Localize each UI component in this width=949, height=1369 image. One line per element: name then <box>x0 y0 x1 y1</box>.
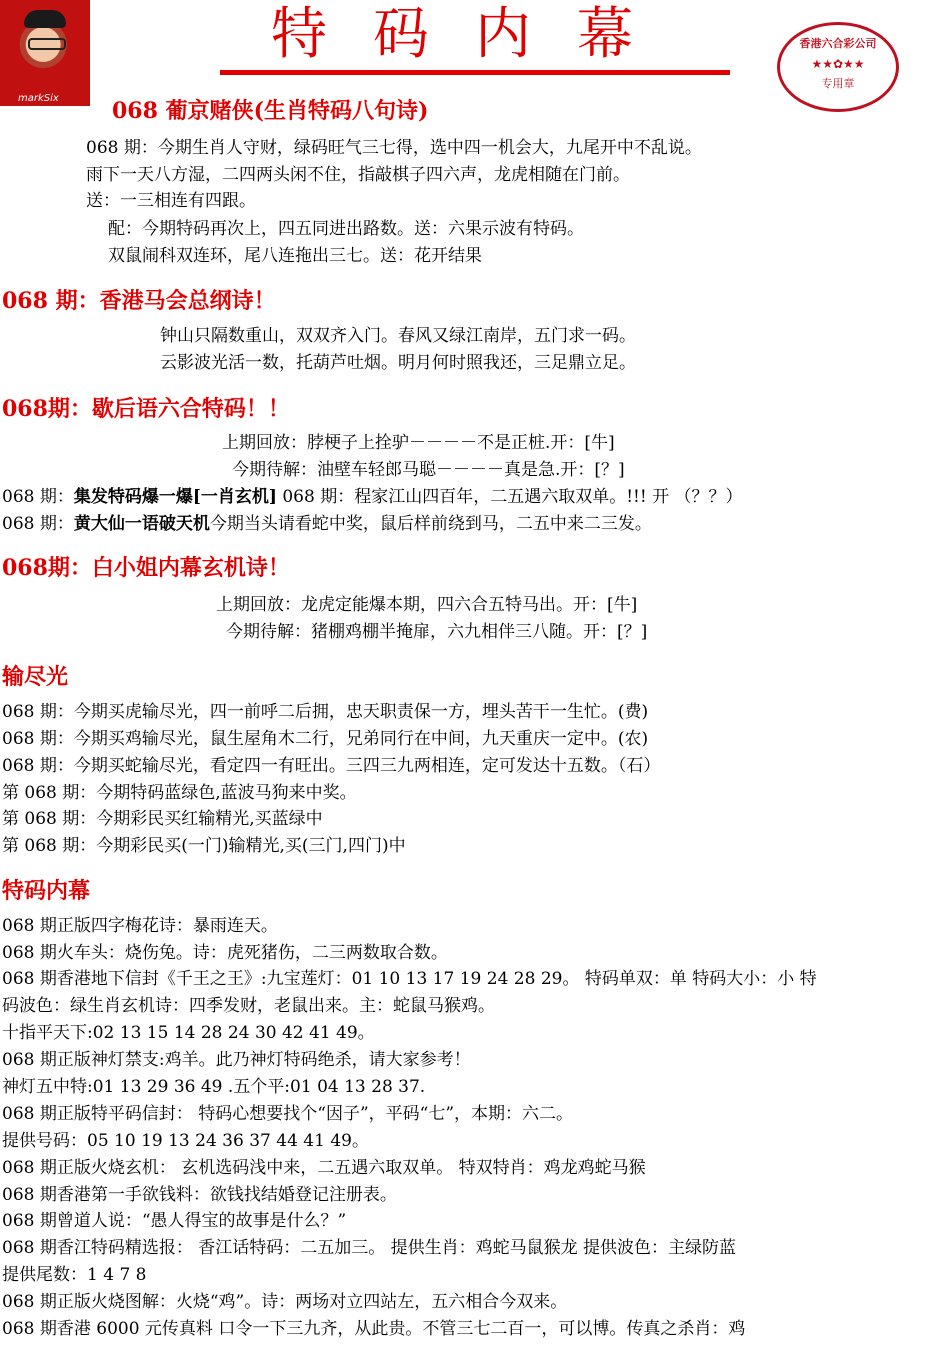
text-line <box>2 486 743 508</box>
section-heading-pujing: 068 葡京赌侠(生肖特码八句诗) <box>112 98 429 124</box>
text-line: 钟山只隔数重山，双双齐入门。春风又绿江南岸，五门求一码。 <box>160 326 636 346</box>
text-line: 068 期香港 6000 元传真料 口令一下三九齐，从此贵。不管三七二百一，可以博。传真之杀肖：鸡 <box>2 1319 746 1339</box>
portrait-glasses <box>28 38 66 50</box>
seal-top-text: 香港六合彩公司 <box>799 37 877 50</box>
portrait-hair <box>24 10 66 28</box>
text-line: 068 期：今期买鸡输尽光，鼠生屋角木二行，兄弟同行在中间，九天重庆一定中。(农) <box>2 729 649 749</box>
seal-stars: ★★✿★★ <box>811 57 865 71</box>
title-underline <box>220 70 730 75</box>
text-line: 送：一三相连有四跟。 <box>86 191 256 211</box>
text-prefix: 068 期： <box>2 514 74 534</box>
text-bold: 集发特码爆一爆[一肖玄机] <box>73 487 277 507</box>
text-line: 068 期正版特平码信封： 特码心想要找个“因子”，平码“七”，本期：六二。 <box>2 1104 574 1124</box>
text-line: 十指平天下:02 13 15 14 28 24 30 42 41 49。 <box>2 1023 375 1043</box>
text-line: 神灯五中特:01 13 29 36 49 .五个平:01 04 13 28 37. <box>2 1077 426 1097</box>
company-seal <box>777 22 899 112</box>
text-line: 上期回放：脖梗子上拴驴－－－－不是正桩.开：[牛] <box>222 433 615 453</box>
text-line: 提供尾数：1 4 7 8 <box>2 1265 147 1285</box>
text-line: 第 068 期：今期特码蓝绿色,蓝波马狗来中奖。 <box>2 783 357 803</box>
text-line: 068 期：今期买虎输尽光，四一前呼二后拥，忠天职责保一方，埋头苦干一生忙。(费) <box>2 702 649 722</box>
text-line: 雨下一天八方湿，二四两头闲不住，指敲棋子四六声，龙虎相随在门前。 <box>86 165 630 185</box>
text-line: 提供号码：05 10 19 13 24 36 37 44 41 49。 <box>2 1131 369 1151</box>
text-line: 068 期正版四字梅花诗：暴雨连天。 <box>2 916 278 936</box>
text-line: 双鼠闹科双连环，尾八连拖出三七。送：花开结果 <box>108 246 482 266</box>
section-heading-hkjc: 068 期：香港马会总纲诗！ <box>2 288 276 314</box>
section-heading-temaneimu: 特码内幕 <box>2 878 91 904</box>
text-line: 今期待解：猪棚鸡棚半掩扉，六九相伴三八随。开：[？] <box>226 622 648 642</box>
portrait-tag: markSix <box>18 93 59 104</box>
section-heading-shujinguang: 输尽光 <box>2 664 69 690</box>
page-title: 特码内幕 <box>271 2 679 67</box>
text-line: 068 期火车头：烧伤兔。诗：虎死猪伤，二三两数取合数。 <box>2 943 448 963</box>
text-line: 068 期香江特码精选报： 香江话特码：二五加三。 提供生肖：鸡蛇马鼠猴龙 提供波色：主绿防蓝 <box>2 1238 737 1258</box>
text-line: 068 期正版神灯禁支:鸡羊。此乃神灯特码绝杀，请大家参考！ <box>2 1050 471 1070</box>
text-line: 上期回放：龙虎定能爆本期，四六合五特马出。开：[牛] <box>216 595 638 615</box>
text-line: 068 期：今期生肖人守财，绿码旺气三七得，选中四一机会大，九尾开中不乱说。 <box>86 138 702 158</box>
text-line: 068 期香港第一手欲钱料：欲钱找结婚登记注册表。 <box>2 1185 397 1205</box>
text-line: 今期待解：油壁车轻郎马聪－－－－真是急.开：[？] <box>232 460 625 480</box>
seal-bottom-text: 专用章 <box>821 77 855 90</box>
text-line <box>2 513 652 535</box>
section-heading-baixiaojie: 068期：白小姐内幕玄机诗！ <box>2 555 290 581</box>
text-bold: 黄大仙一语破天机 <box>73 514 210 534</box>
section-heading-xiehouyu: 068期：歇后语六合特码！！ <box>2 396 290 422</box>
portrait-image <box>0 0 90 106</box>
text-line: 云影波光活一数，托葫芦吐烟。明月何时照我还，三足鼎立足。 <box>160 353 636 373</box>
text-rest: 068 期：程家江山四百年，二五遇六取双单。!!! 开 （？？） <box>276 487 743 507</box>
text-rest: 今期当头请看蛇中奖，鼠后样前绕到马，二五中来二三发。 <box>209 514 652 534</box>
text-line: 068 期香港地下信封《千王之王》:九宝莲灯：01 10 13 17 19 24 28 29。 特码单双：单 特码大小：小 特 <box>2 969 817 989</box>
text-line: 第 068 期：今期彩民买红输精光,买蓝绿中 <box>2 809 323 829</box>
text-line: 068 期正版火烧图解：火烧“鸡”。诗：两场对立四站左，五六相合今双来。 <box>2 1292 568 1312</box>
text-line: 第 068 期：今期彩民买(一门)输精光,买(三门,四门)中 <box>2 836 406 856</box>
text-prefix: 068 期： <box>2 487 74 507</box>
text-line: 068 期曾道人说：“愚人得宝的故事是什么？” <box>2 1211 347 1231</box>
text-line: 配：今期特码再次上，四五同进出路数。送：六果示波有特码。 <box>108 219 584 239</box>
text-line: 码波色：绿生肖玄机诗：四季发财，老鼠出来。主：蛇鼠马猴鸡。 <box>2 996 495 1016</box>
text-line: 068 期正版火烧玄机： 玄机选码浅中来，二五遇六取双单。 特双特肖：鸡龙鸡蛇马猴 <box>2 1158 646 1178</box>
text-line: 068 期：今期买蛇输尽光，看定四一有旺出。三四三九两相连，定可发达十五数。（石） <box>2 756 661 776</box>
